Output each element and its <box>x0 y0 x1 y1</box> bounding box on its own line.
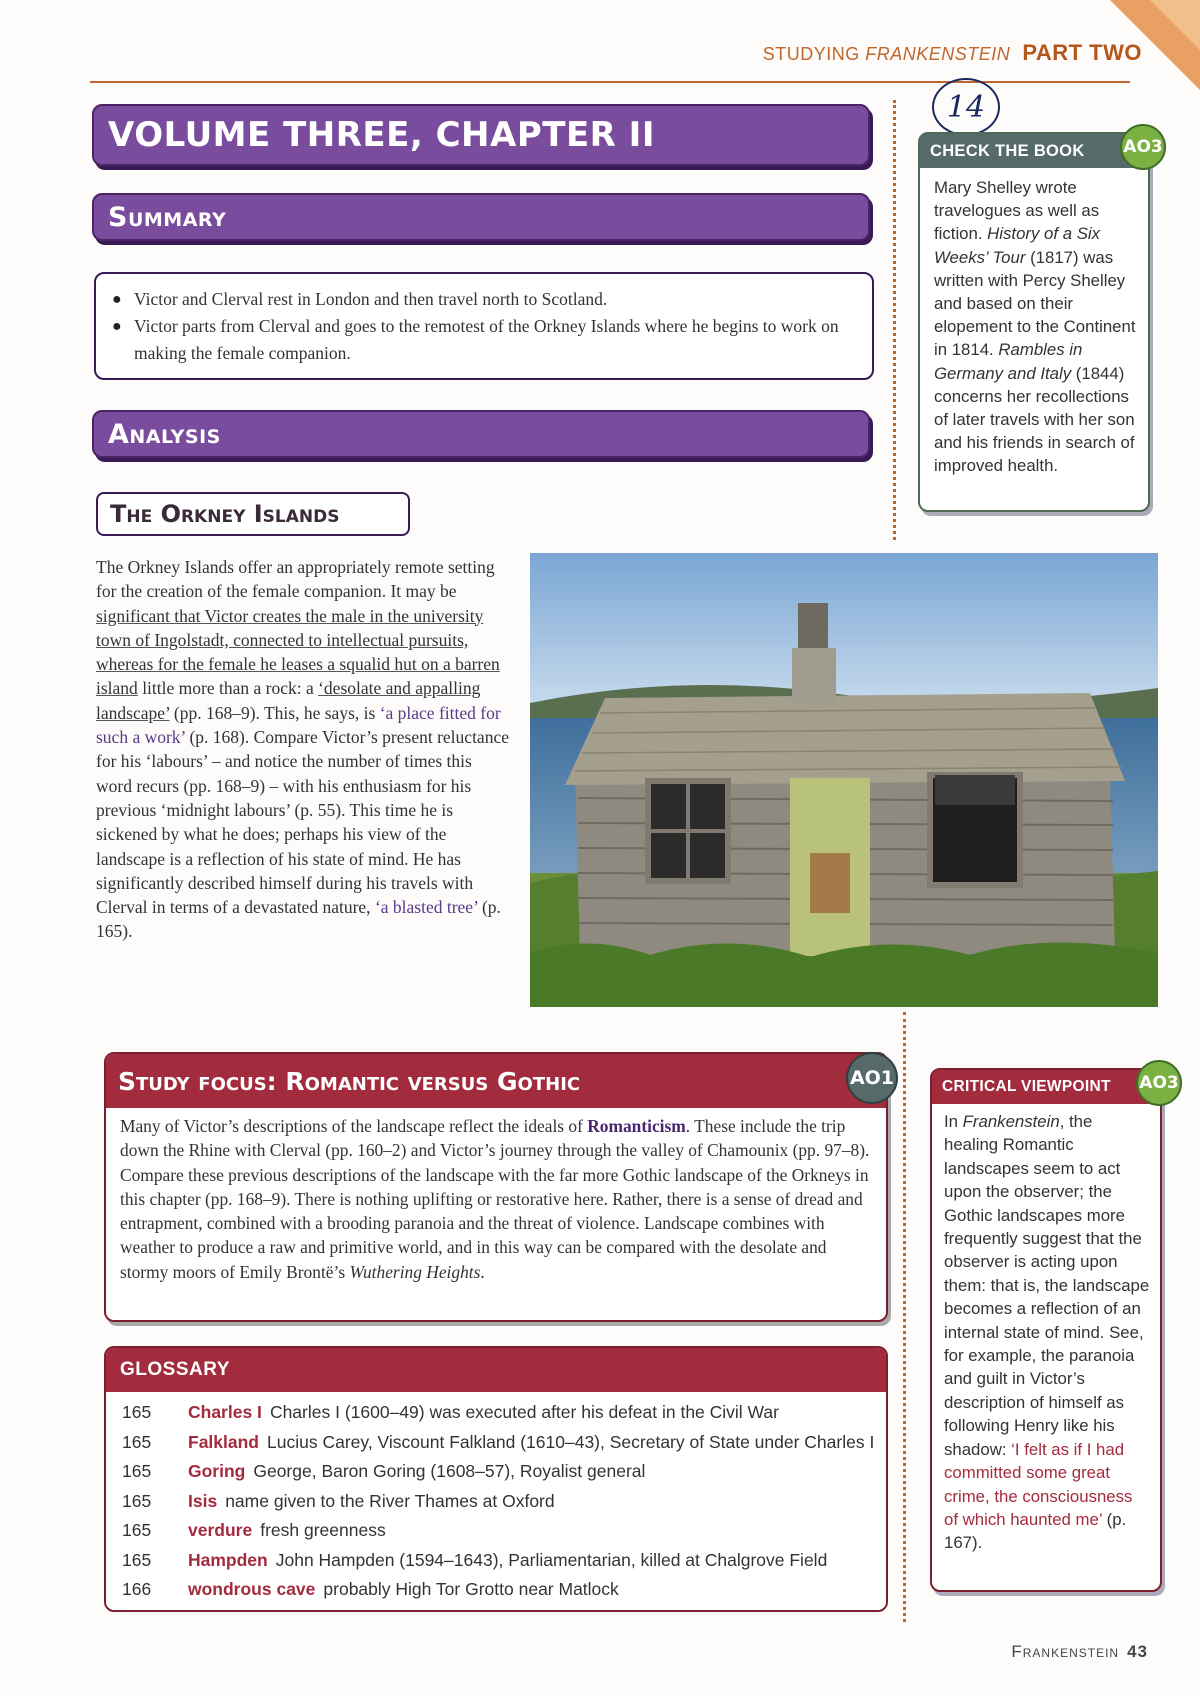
glossary-heading: GLOSSARY <box>106 1348 886 1392</box>
ao3-badge: AO3 <box>1136 1060 1182 1106</box>
critical-viewpoint-box <box>930 1068 1179 1592</box>
chapter-title: VOLUME THREE, CHAPTER II <box>92 104 870 166</box>
glossary-row: 165 Isis name given to the River Thames at Oxford <box>122 1490 555 1511</box>
glossary-row: 165 verdure fresh greenness <box>122 1520 386 1541</box>
running-head: STUDYING FRANKENSTEIN PART TWO <box>762 40 1142 65</box>
orkney-hut-photo <box>530 553 1158 1007</box>
summary-box <box>94 272 874 380</box>
column-divider <box>903 1012 906 1622</box>
summary-item: ● Victor and Clerval rest in London and then travel north to Scotland. <box>112 286 856 313</box>
romanticism-term: Romanticism <box>587 1116 686 1136</box>
orkney-subheading: The Orkney Islands <box>96 492 410 536</box>
column-divider <box>893 100 896 540</box>
critical-viewpoint-heading: CRITICAL VIEWPOINT <box>932 1070 1160 1104</box>
bullet-icon: ● <box>112 318 122 335</box>
part-label: PART TWO <box>1022 40 1142 65</box>
handwritten-page-note: 14 <box>932 78 1000 136</box>
study-focus-text: Many of Victor’s descriptions of the landscape reflect the ideals of Romanticism. These include the trip down the Rhine with Clerval (pp. 160–2) and Victor’s journey through the valley of Chamounix (pp. 97–8). Compare these previous descriptions of the landscape with the far more Gothic landscape of the Orkneys in this chapter (pp. 168–9). There is nothing uplifting or restorative here. Rather, there is a sense of dread and entrapment, combined with a brooding paranoia and the threat of violence. Landscape combines with weather to produce a raw and primitive world, and in this way can be compared with the desolate and stormy moors of Emily Brontë’s Wuthering Heights. <box>120 1116 870 1282</box>
bullet-icon: ● <box>112 291 122 308</box>
summary-heading: Summary <box>92 193 870 241</box>
glossary-box <box>104 1346 888 1612</box>
page-footer <box>1011 1642 1148 1662</box>
study-focus-box <box>104 1052 895 1322</box>
ao1-badge: AO1 <box>846 1052 898 1104</box>
summary-item: ● Victor parts from Clerval and goes to the remotest of the Orkney Islands where he begins to work on making the female companion. <box>112 313 856 367</box>
check-the-book-heading: CHECK THE BOOK <box>920 134 1148 168</box>
glossary-row: 165 Hampden John Hampden (1594–1643), Parliamentarian, killed at Chalgrove Field <box>122 1549 828 1570</box>
footer-book-title: Frankenstein <box>1011 1642 1120 1661</box>
page-number: 43 <box>1127 1642 1148 1661</box>
critical-viewpoint-text: In Frankenstein, the healing Romantic landscapes seem to act upon the observer; the Gothic landscapes more frequently suggest that the observer is acting upon them: that is, the landscape becomes a reflection of an internal state of mind. See, for example, the paranoia and guilt in Victor’s description of himself as following Henry like his shadow: ‘I felt as if I had committed some great crime, the consciousness of which haunted me’ (p. 167). <box>944 1112 1150 1553</box>
glossary-row: 166 wondrous cave probably High Tor Grotto near Matlock <box>122 1579 619 1600</box>
check-the-book-text: Mary Shelley wrote travelogues as well as fiction. History of a Six Weeks’ Tour (1817) was written with Percy Shelley and based on their elopement to the Continent in 1814. Rambles in Germany and Italy (1844) concerns her recollections of later travels with her son and his friends in search of improved health. <box>934 178 1136 476</box>
study-focus-heading: Study focus: Romantic versus Gothic <box>106 1054 886 1108</box>
analysis-paragraph: The Orkney Islands offer an appropriately remote setting for the creation of the female companion. It may be significant that Victor creates the male in the university town of Ingolstadt, connected to intellectual pursuits, whereas for the female he leases a squalid hut on a barren island little more than a rock: a ‘desolate and appalling landscape’ (pp. 168–9). This, he says, is ‘a place fitted for such a work’ (p. 168). Compare Victor’s present reluctance for his ‘labours’ – and notice the number of times this word recurs (pp. 168–9) – with his enthusiasm for his previous ‘midnight labours’ (p. 55). This time he is sickened by what he does; perhaps his view of the landscape is a reflection of his state of mind. He has significantly described himself during his travels with Clerval in terms of a devastated nature, ‘a blasted tree’ (p. 165). <box>96 557 509 942</box>
analysis-heading: Analysis <box>92 410 870 458</box>
glossary-row: 165 Charles I Charles I (1600–49) was executed after his defeat in the Civil War <box>122 1402 779 1423</box>
glossary-row: 165 Goring George, Baron Goring (1608–57), Royalist general <box>122 1461 646 1482</box>
ao3-badge: AO3 <box>1120 124 1166 170</box>
check-the-book-box <box>918 132 1163 512</box>
glossary-row: 165 Falkland Lucius Carey, Viscount Falkland (1610–43), Secretary of State under Charles I <box>122 1431 875 1452</box>
